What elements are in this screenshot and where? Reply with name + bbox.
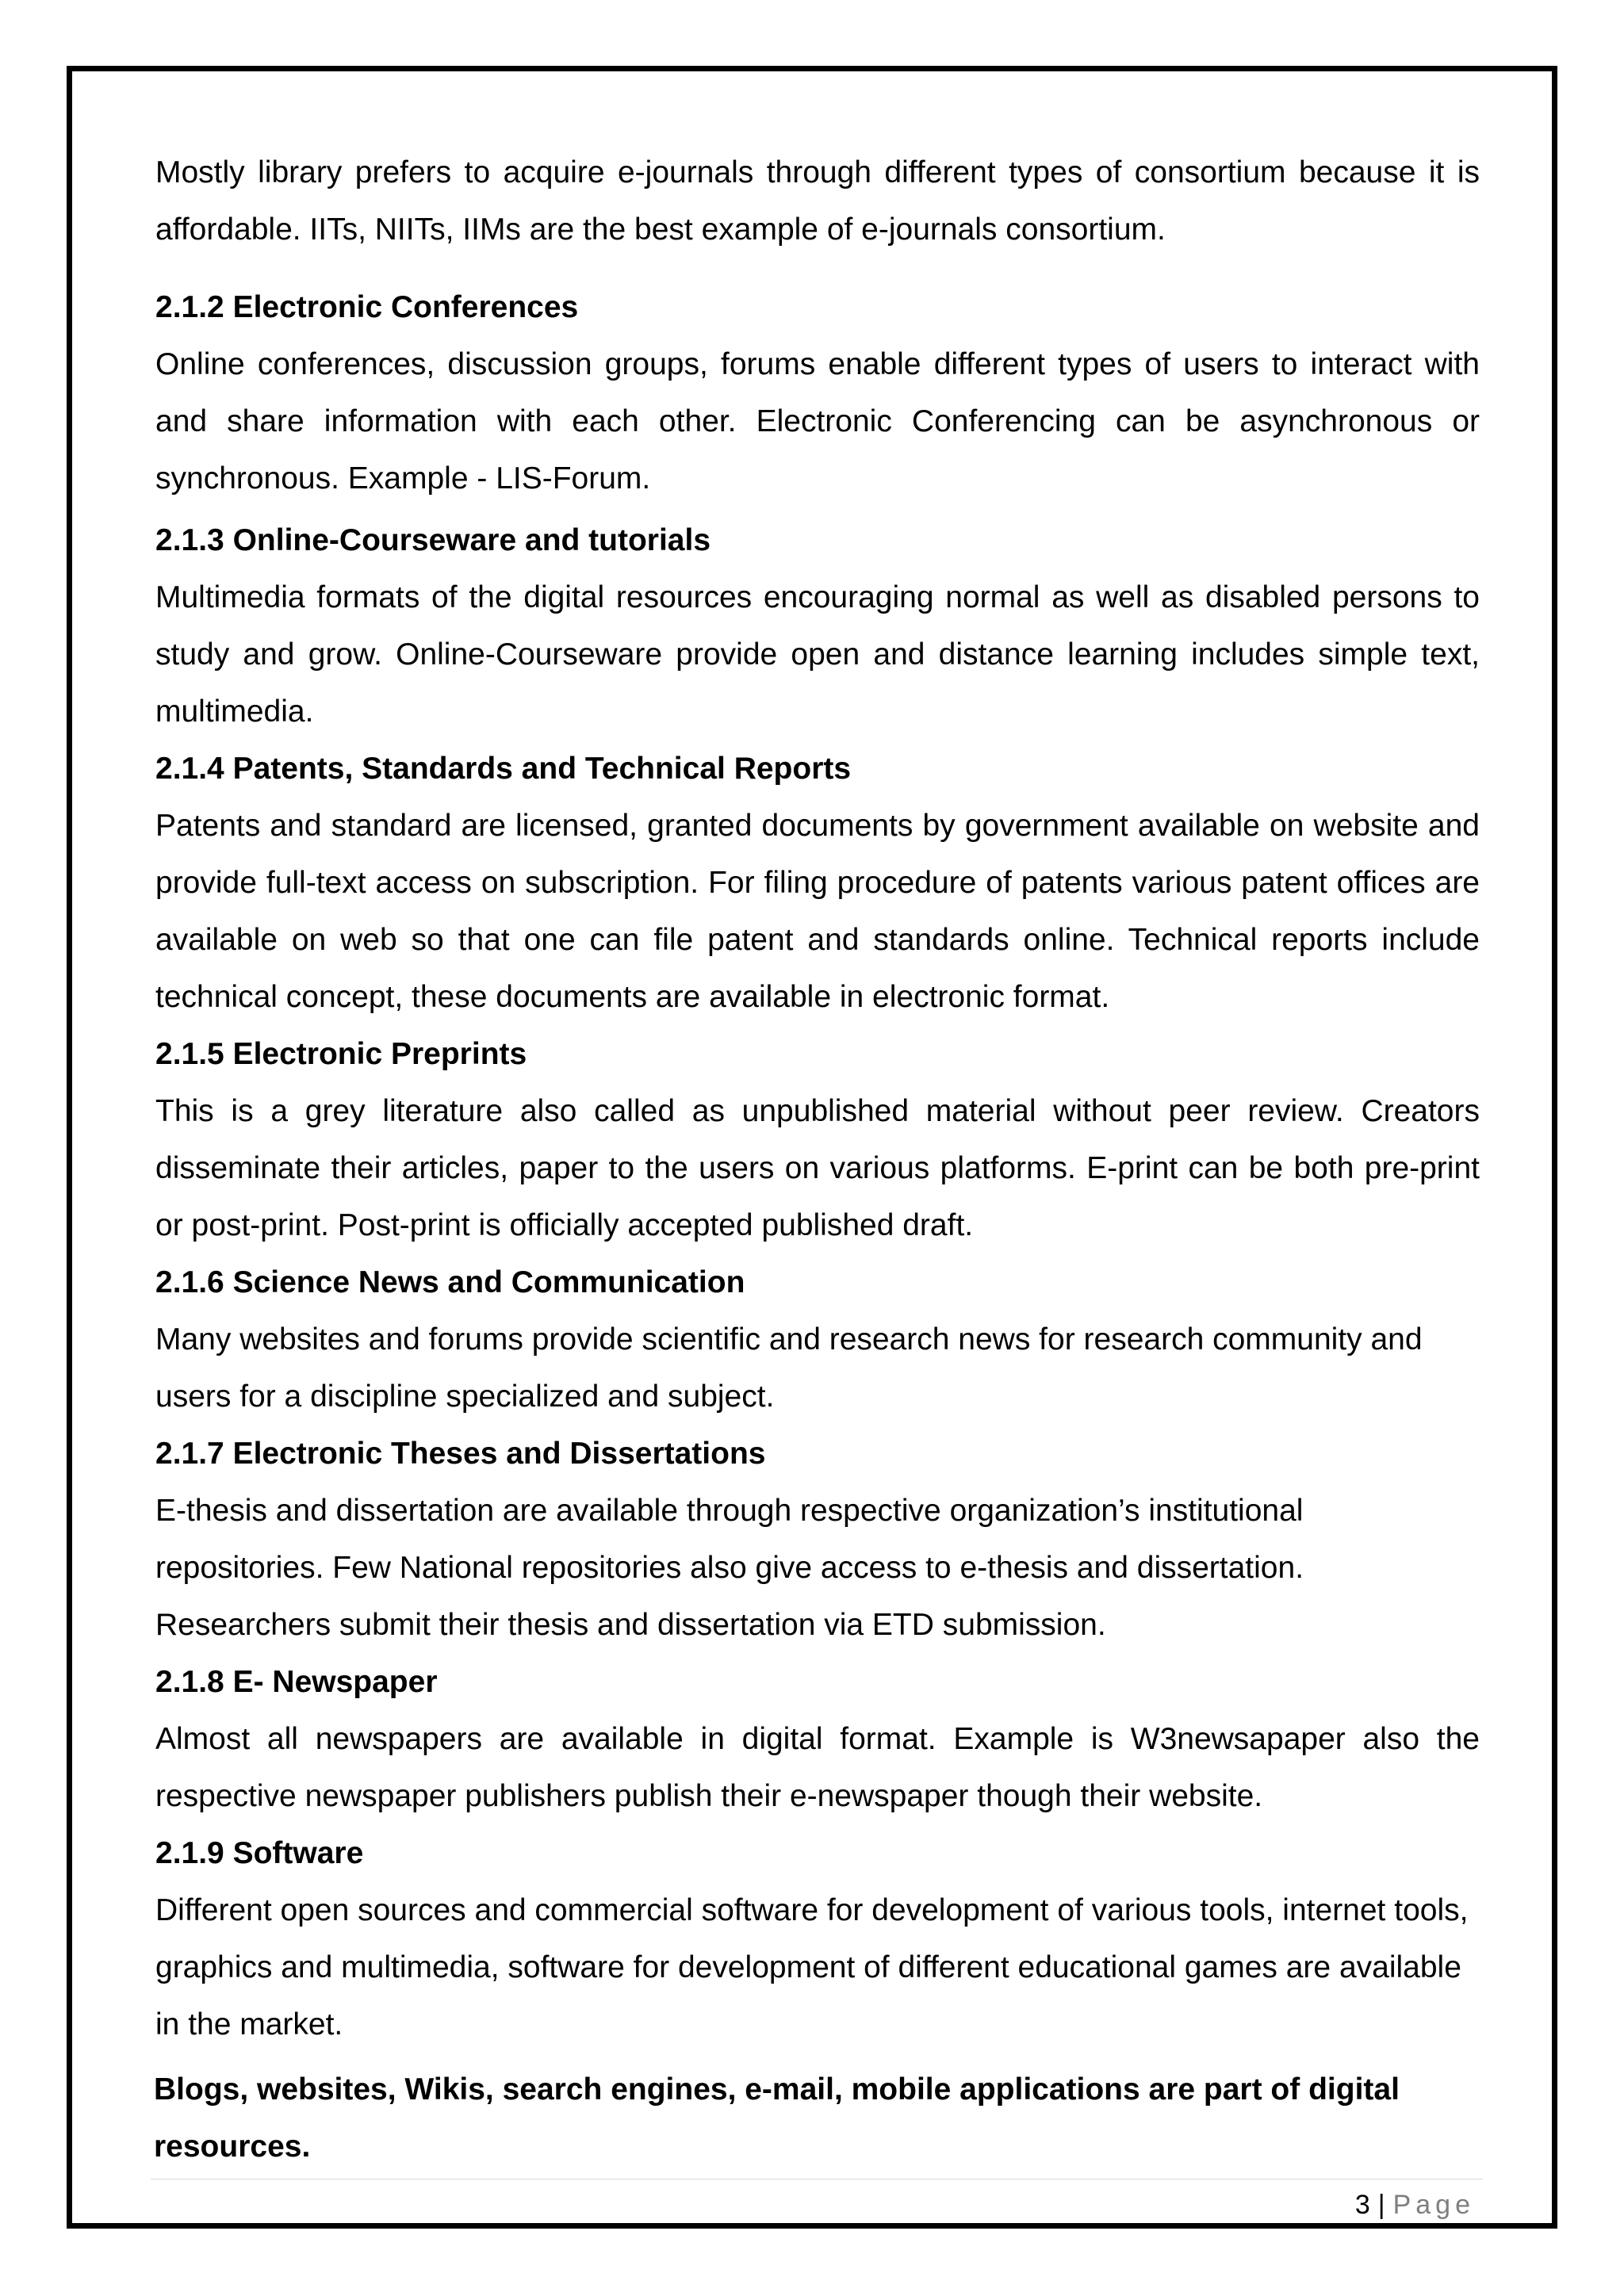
section-body-theses-dissertations: E-thesis and dissertation are available through respective organization’s institutional repositories. Few National repositories also give access to e-thesis and dissertation. Researchers submit their thesis and dissertation via ETD submission. bbox=[155, 1494, 1304, 1642]
section-heading-software: 2.1.9 Software bbox=[155, 1836, 364, 1870]
section-body-patents-standards: Patents and standard are licensed, granted documents by government available on website and provide full-text access on subscription. For filing procedure of patents various patent offices are available on web so that one can file patent and standards online. Technical reports include technical concept, these documents are available in electronic format. bbox=[155, 809, 1480, 1014]
section-heading-science-news: 2.1.6 Science News and Communication bbox=[155, 1265, 745, 1299]
section-body-electronic-conferences: Online conferences, discussion groups, forums enable different types of users to interact with and share information with each other. Electronic Conferencing can be asynchronous or synchronous. Example - LIS-Forum. bbox=[155, 347, 1480, 496]
section-heading-patents-standards: 2.1.4 Patents, Standards and Technical Reports bbox=[155, 752, 852, 786]
section-body-science-news: Many websites and forums provide scientific and research news for research community and users for a discipline specialized and subject. bbox=[155, 1322, 1423, 1414]
closing-statement: Blogs, websites, Wikis, search engines, e-mail, mobile applications are part of digital resources. bbox=[154, 2072, 1400, 2164]
page-label: Page bbox=[1392, 2190, 1475, 2220]
section-body-e-newspaper: Almost all newspapers are available in digital format. Example is W3newsapaper also the respective newspaper publishers publish their e-newspaper though their website. bbox=[155, 1722, 1480, 1813]
section-body-electronic-preprints: This is a grey literature also called as unpublished material without peer review. Creators disseminate their articles, paper to the users on various platforms. E-print can be both pre-print or post-print. Post-print is officially accepted published draft. bbox=[155, 1094, 1480, 1242]
page-footer bbox=[1355, 2187, 1475, 2223]
document-body bbox=[155, 144, 1480, 2175]
section-heading-online-courseware: 2.1.3 Online-Courseware and tutorials bbox=[155, 523, 711, 557]
page-number: 3 bbox=[1354, 2190, 1370, 2220]
intro-paragraph: Mostly library prefers to acquire e-journals through different types of consortium because it is affordable. IITs, NIITs, IIMs are the best example of e-journals consortium. bbox=[155, 155, 1480, 247]
page-separator: | bbox=[1377, 2190, 1385, 2220]
section-heading-e-newspaper: 2.1.8 E- Newspaper bbox=[155, 1665, 438, 1699]
section-heading-electronic-conferences: 2.1.2 Electronic Conferences bbox=[155, 290, 579, 324]
section-heading-theses-dissertations: 2.1.7 Electronic Theses and Dissertations bbox=[155, 1437, 766, 1471]
section-heading-electronic-preprints: 2.1.5 Electronic Preprints bbox=[155, 1037, 527, 1071]
section-body-software: Different open sources and commercial software for development of various tools, internet tools, graphics and multimedia, software for development of different educational games are available in the market. bbox=[155, 1893, 1469, 2042]
section-body-online-courseware: Multimedia formats of the digital resources encouraging normal as well as disabled persons to study and grow. Online-Courseware provide open and distance learning includes simple text, multimedia. bbox=[155, 580, 1480, 729]
